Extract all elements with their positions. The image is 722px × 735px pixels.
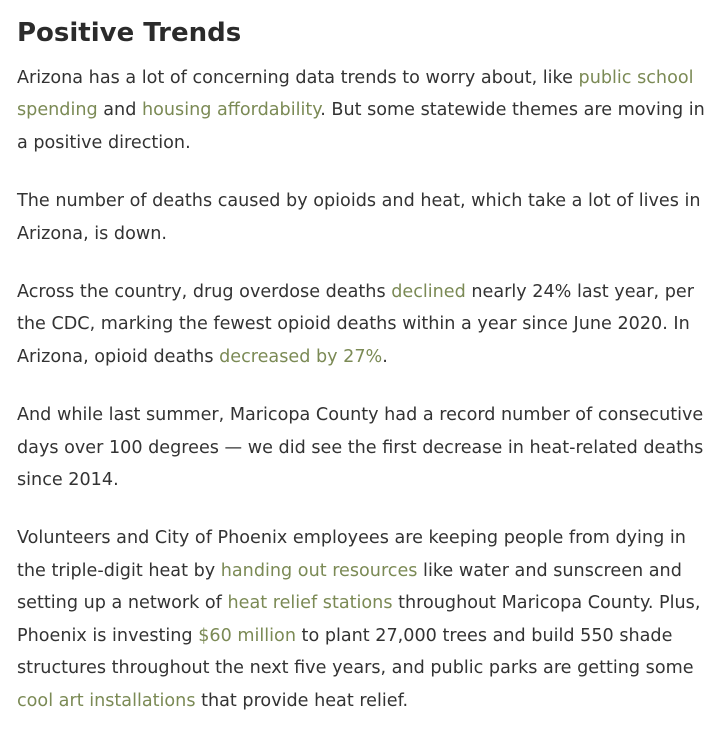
text: that provide heat relief. — [195, 690, 409, 711]
paragraph-intro — [17, 62, 706, 159]
link-declined[interactable]: declined — [391, 282, 466, 303]
text: throughout Maricopa County. Plus, Phoenix is investing — [17, 593, 701, 646]
paragraph-volunteers — [17, 522, 706, 716]
link-public-school-spending[interactable]: public school spending — [17, 68, 694, 121]
paragraph-deaths-down — [17, 185, 706, 250]
text: And while last summer, Maricopa County had a record number of consecutive days over 100 degrees — we did see the first decrease in heat-related deaths since 2014. — [17, 405, 704, 491]
text: and — [97, 100, 142, 121]
paragraph-heat — [17, 399, 706, 496]
text: like water and sunscreen and setting up a network of — [17, 560, 682, 614]
text: to plant 27,000 trees and build 550 shade structures throughout the next five years, and public parks are getting some — [17, 625, 694, 679]
link-60-million[interactable]: $60 million — [198, 625, 296, 646]
link-handing-out-resources[interactable]: handing out resources — [220, 560, 418, 581]
text: . — [382, 346, 388, 367]
text: nearly 24% last year, per the CDC, marking the fewest opioid deaths within a year since June 2020. In Arizona, opioid deaths — [17, 282, 694, 367]
section-heading: Positive Trends — [17, 18, 242, 48]
text: . But some statewide themes are moving in a positive direction. — [17, 100, 705, 153]
text: Across the country, drug overdose deaths — [17, 282, 392, 303]
paragraph-opioids — [17, 276, 706, 373]
link-cool-art-installations[interactable]: cool art installations — [17, 690, 196, 711]
link-housing-affordability[interactable]: housing affordability — [141, 100, 321, 121]
text: The number of deaths caused by opioids and heat, which take a lot of lives in Arizona, is down. — [17, 191, 701, 244]
link-decreased-by-27[interactable]: decreased by 27% — [219, 346, 383, 367]
text: Arizona has a lot of concerning data trends to worry about, like — [17, 68, 579, 88]
link-heat-relief-stations[interactable]: heat relief stations — [227, 593, 393, 614]
text: Volunteers and City of Phoenix employees are keeping people from dying in the triple-digit heat by — [17, 528, 686, 581]
